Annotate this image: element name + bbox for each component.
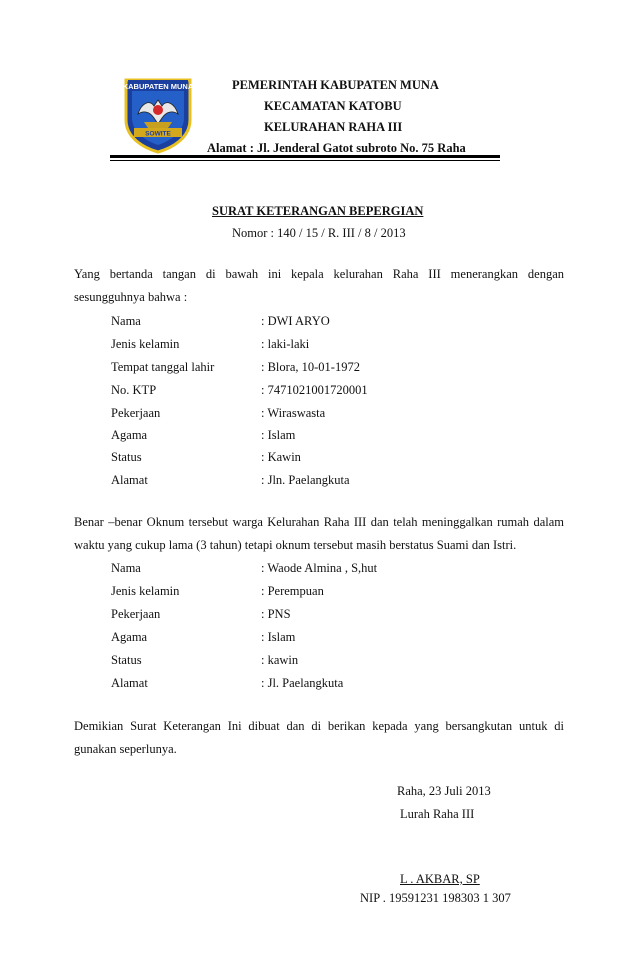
field-value: : Wiraswasta bbox=[261, 406, 326, 420]
letterhead-line2: KECAMATAN KATOBU bbox=[264, 99, 402, 113]
field-value: : Jln. Paelangkuta bbox=[261, 473, 350, 487]
field-label: Pekerjaan bbox=[111, 406, 161, 420]
field-value: : Perempuan bbox=[261, 584, 324, 598]
field-value: : DWI ARYO bbox=[261, 314, 330, 328]
field-value: : PNS bbox=[261, 607, 291, 621]
body-line2: waktu yang cukup lama (3 tahun) tetapi oknum tersebut masih berstatus Suami dan Istri. bbox=[74, 538, 517, 552]
field-value: : Kawin bbox=[261, 450, 301, 464]
field-label: Agama bbox=[111, 630, 148, 644]
closing-line1: Demikian Surat Keterangan Ini dibuat dan di berikan kepada yang bersangkutan untuk di bbox=[74, 719, 564, 733]
signature-place-date: Raha, 23 Juli 2013 bbox=[397, 784, 491, 798]
field-label: Status bbox=[111, 450, 142, 464]
field-label: Nama bbox=[111, 561, 141, 575]
field-label: Jenis kelamin bbox=[111, 337, 180, 351]
body-line1: Benar –benar Oknum tersebut warga Kelurahan Raha III dan telah meninggalkan rumah dalam bbox=[74, 515, 564, 529]
letterhead-address: Alamat : Jl. Jenderal Gatot subroto No. 75 Raha bbox=[207, 141, 466, 155]
field-label: Alamat bbox=[111, 676, 148, 690]
field-label: Nama bbox=[111, 314, 141, 328]
regency-logo bbox=[120, 76, 196, 154]
letterhead-line3: KELURAHAN RAHA III bbox=[264, 120, 403, 134]
field-value: : laki-laki bbox=[261, 337, 310, 351]
closing-line2: gunakan seperlunya. bbox=[74, 742, 177, 756]
intro-line1: Yang bertanda tangan di bawah ini kepala kelurahan Raha III menerangkan dengan bbox=[74, 267, 564, 281]
signature-name: L . AKBAR, SP bbox=[400, 872, 480, 886]
letterhead-line1: PEMERINTAH KABUPATEN MUNA bbox=[232, 78, 439, 92]
field-value: : Blora, 10-01-1972 bbox=[261, 360, 360, 374]
letter-title: SURAT KETERANGAN BEPERGIAN bbox=[212, 204, 424, 218]
field-label: Alamat bbox=[111, 473, 148, 487]
field-label: Jenis kelamin bbox=[111, 584, 180, 598]
field-value: : Islam bbox=[261, 428, 296, 442]
signature-nip: NIP . 19591231 198303 1 307 bbox=[360, 891, 511, 905]
field-label: Status bbox=[111, 653, 142, 667]
signature-position: Lurah Raha III bbox=[400, 807, 475, 821]
field-label: No. KTP bbox=[111, 383, 157, 397]
logo-text-bottom: SOWITE bbox=[145, 130, 171, 138]
letter-number: Nomor : 140 / 15 / R. III / 8 / 2013 bbox=[232, 226, 406, 240]
field-value: : kawin bbox=[261, 653, 299, 667]
field-label: Tempat tanggal lahir bbox=[111, 360, 215, 374]
field-label: Pekerjaan bbox=[111, 607, 161, 621]
intro-line2: sesungguhnya bahwa : bbox=[74, 290, 188, 304]
field-value: : Islam bbox=[261, 630, 296, 644]
letterhead-rule-thick bbox=[110, 155, 500, 158]
field-value: : Jl. Paelangkuta bbox=[261, 676, 344, 690]
field-value: : Waode Almina , S,hut bbox=[261, 561, 378, 575]
letterhead-rule-thin bbox=[110, 160, 500, 161]
field-label: Agama bbox=[111, 428, 148, 442]
field-value: : 7471021001720001 bbox=[261, 383, 368, 397]
logo-text-top: KABUPATEN MUNA bbox=[122, 82, 194, 91]
